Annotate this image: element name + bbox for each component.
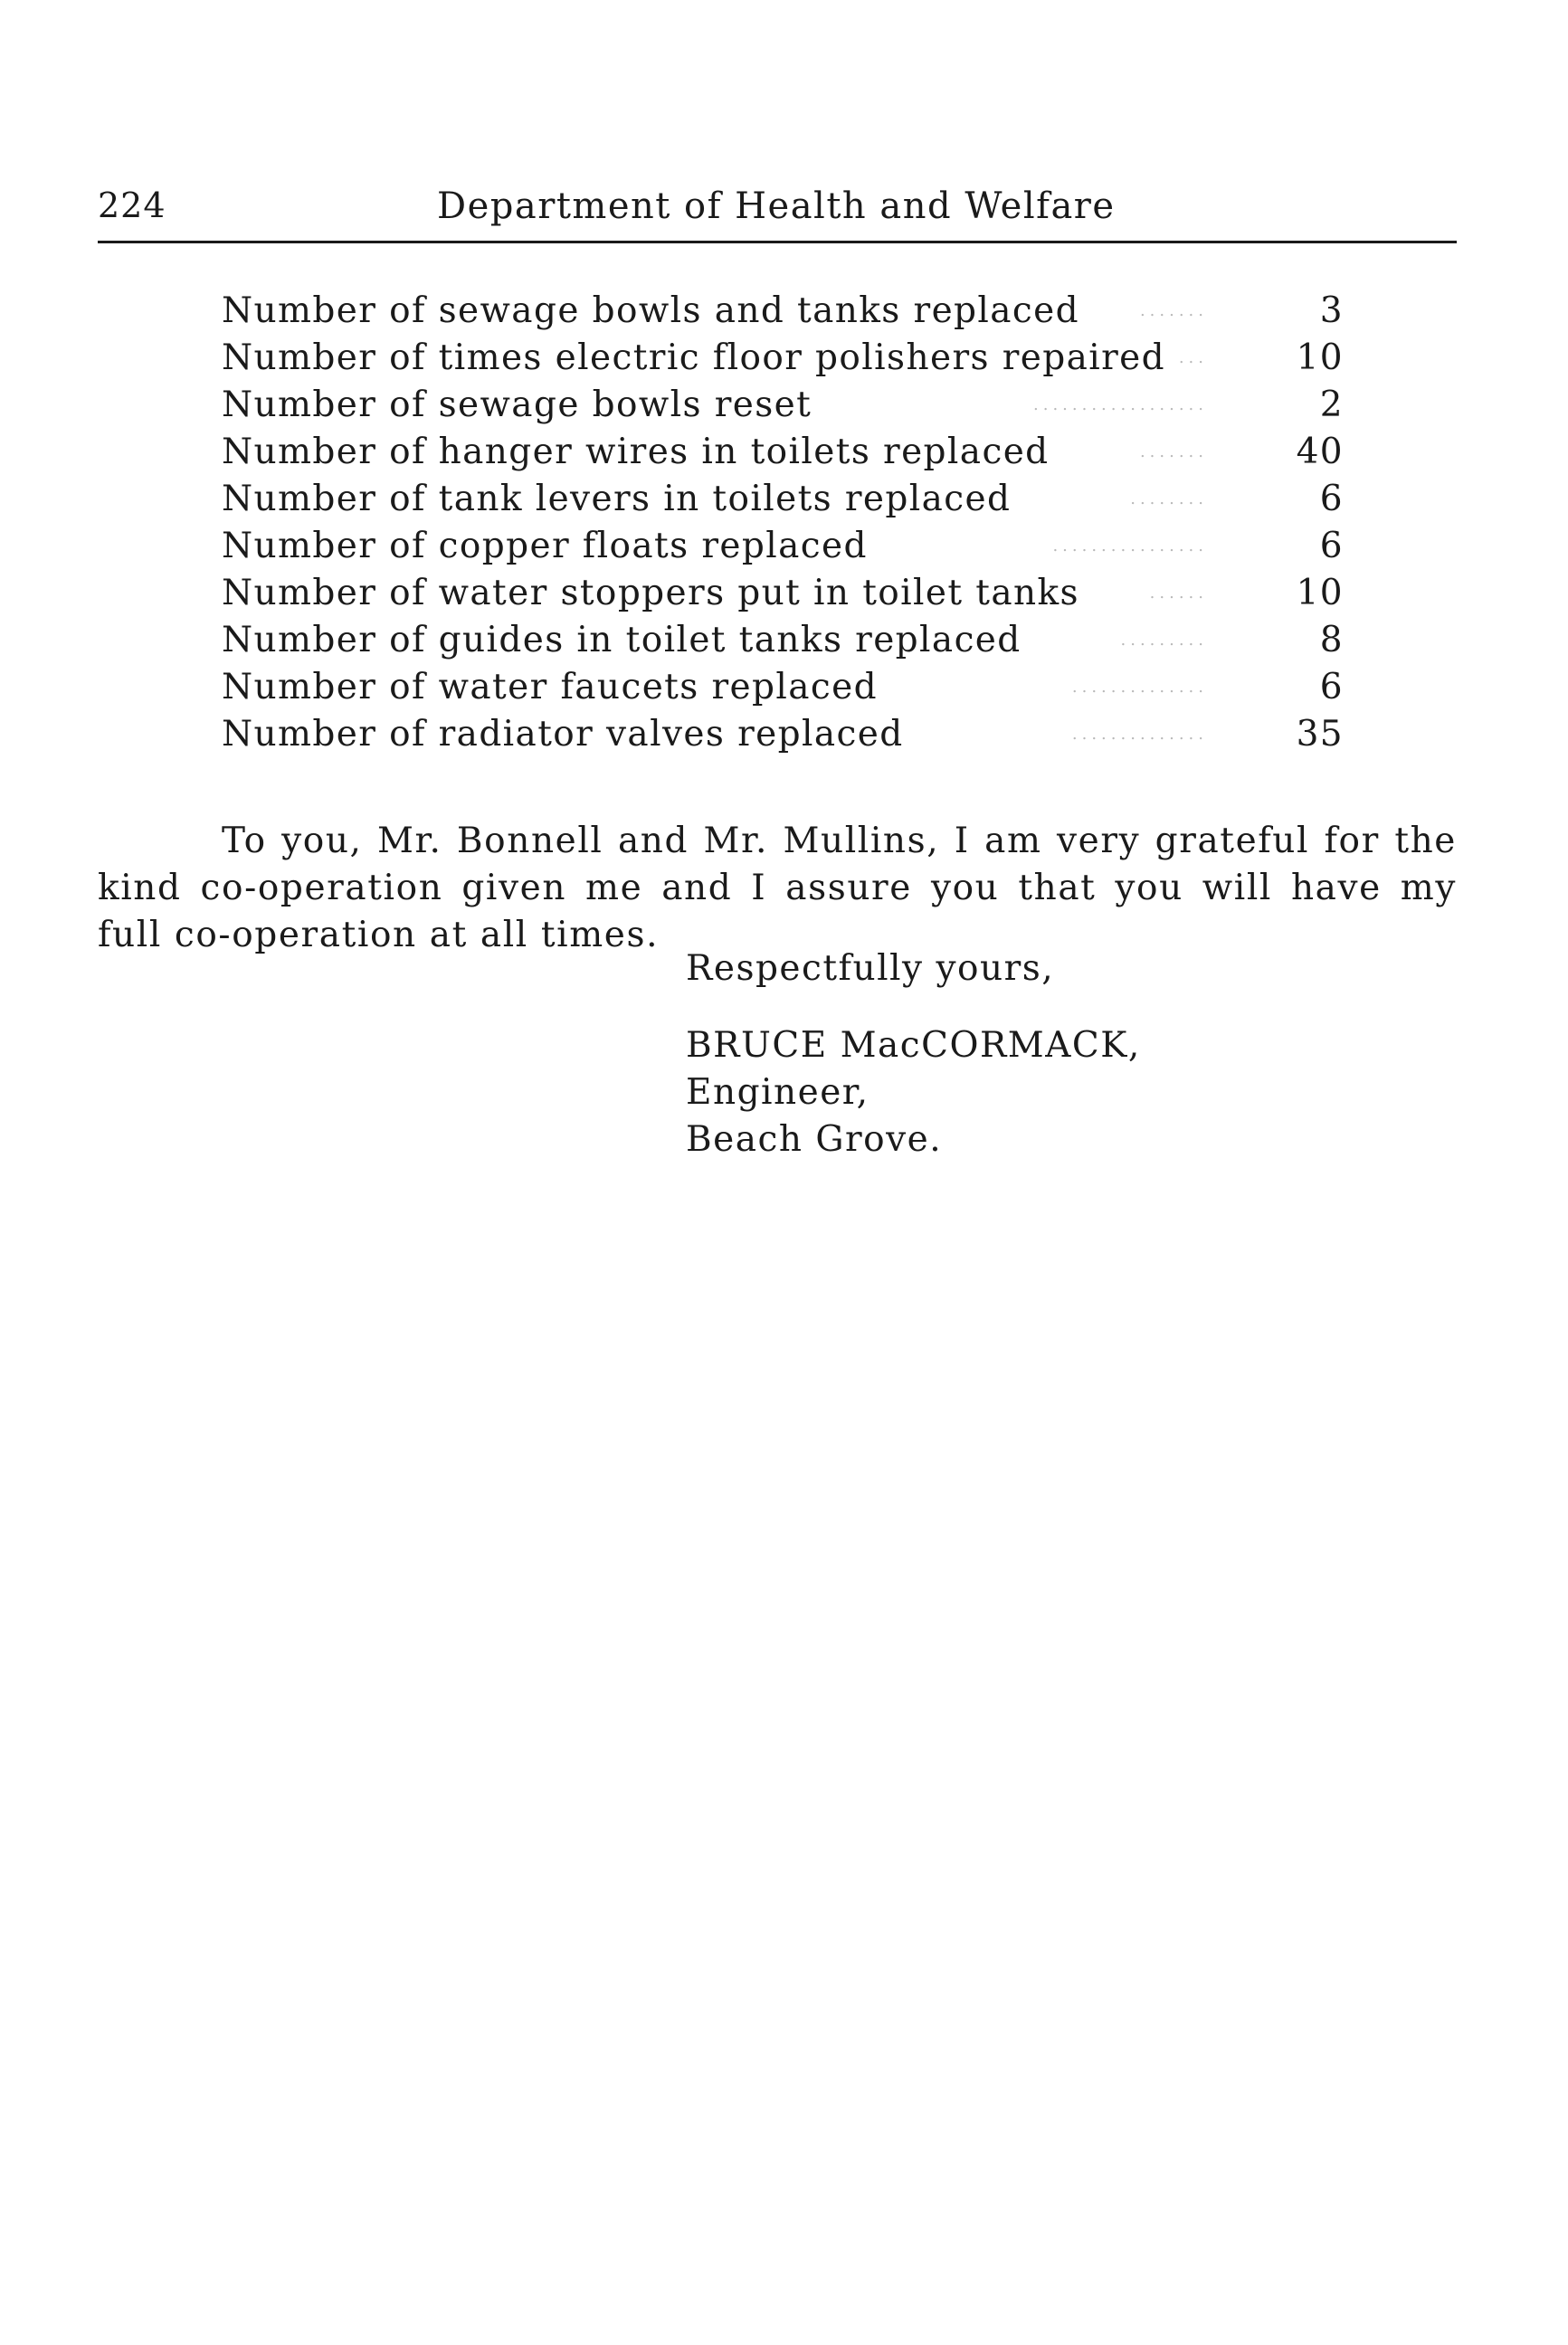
stat-value: 10 xyxy=(1296,337,1344,378)
stat-row xyxy=(222,570,1344,617)
stat-value: 6 xyxy=(1319,526,1344,566)
stat-row xyxy=(222,476,1344,523)
stat-label: Number of water faucets replaced xyxy=(222,667,878,707)
stat-value: 2 xyxy=(1319,385,1344,425)
closing-paragraph: To you, Mr. Bonnell and Mr. Mullins, I am very grateful for the kind co-operation given me and I assure you that you will have my full co-operation at all times. xyxy=(98,821,1457,955)
stat-row xyxy=(222,523,1344,570)
dot-leader: ... xyxy=(1178,348,1208,367)
stat-label: Number of tank levers in toilets replaced xyxy=(222,479,1012,519)
dot-leader: .............. xyxy=(1071,725,1208,744)
stat-label: Number of guides in toilet tanks replaced xyxy=(222,620,1022,660)
running-title: Department of Health and Welfare xyxy=(437,185,1116,227)
stat-row xyxy=(222,664,1344,711)
signature-location: Beach Grove. xyxy=(686,1119,943,1160)
stat-row xyxy=(222,288,1344,335)
stat-value: 6 xyxy=(1319,667,1344,707)
signature-name: BRUCE MacCORMACK, xyxy=(686,1025,1141,1066)
stat-value: 10 xyxy=(1296,573,1344,613)
stat-label: Number of water stoppers put in toilet tanks xyxy=(222,573,1079,613)
dot-leader: ....... xyxy=(1139,301,1208,320)
dot-leader: ......... xyxy=(1120,631,1208,650)
stat-label: Number of sewage bowls reset xyxy=(222,385,813,425)
dot-leader: .................. xyxy=(1033,395,1208,414)
stat-value: 3 xyxy=(1319,290,1344,331)
signature-title: Engineer, xyxy=(686,1072,870,1113)
stat-label: Number of radiator valves replaced xyxy=(222,714,904,755)
page-number: 224 xyxy=(98,185,166,225)
stat-label: Number of sewage bowls and tanks replaced xyxy=(222,290,1080,331)
dot-leader: ................ xyxy=(1052,536,1208,555)
dot-leader: ....... xyxy=(1139,442,1208,461)
signature-block xyxy=(686,1022,1141,1163)
stat-row xyxy=(222,617,1344,664)
stat-row xyxy=(222,382,1344,429)
dot-leader: ...... xyxy=(1149,584,1208,603)
stat-label: Number of times electric floor polishers repaired xyxy=(222,337,1166,378)
stat-value: 35 xyxy=(1296,714,1344,755)
header-rule xyxy=(98,241,1457,243)
stat-row xyxy=(222,335,1344,382)
stat-value: 6 xyxy=(1319,479,1344,519)
stat-row xyxy=(222,711,1344,758)
stat-row xyxy=(222,429,1344,476)
stat-value: 8 xyxy=(1319,620,1344,660)
dot-leader: .............. xyxy=(1071,678,1208,697)
signoff: Respectfully yours, xyxy=(686,948,1055,989)
statistics-list xyxy=(222,288,1344,758)
dot-leader: ........ xyxy=(1130,489,1208,508)
stat-label: Number of copper floats replaced xyxy=(222,526,868,566)
page-header xyxy=(98,185,1455,240)
stat-value: 40 xyxy=(1296,432,1344,472)
stat-label: Number of hanger wires in toilets replaced xyxy=(222,432,1050,472)
